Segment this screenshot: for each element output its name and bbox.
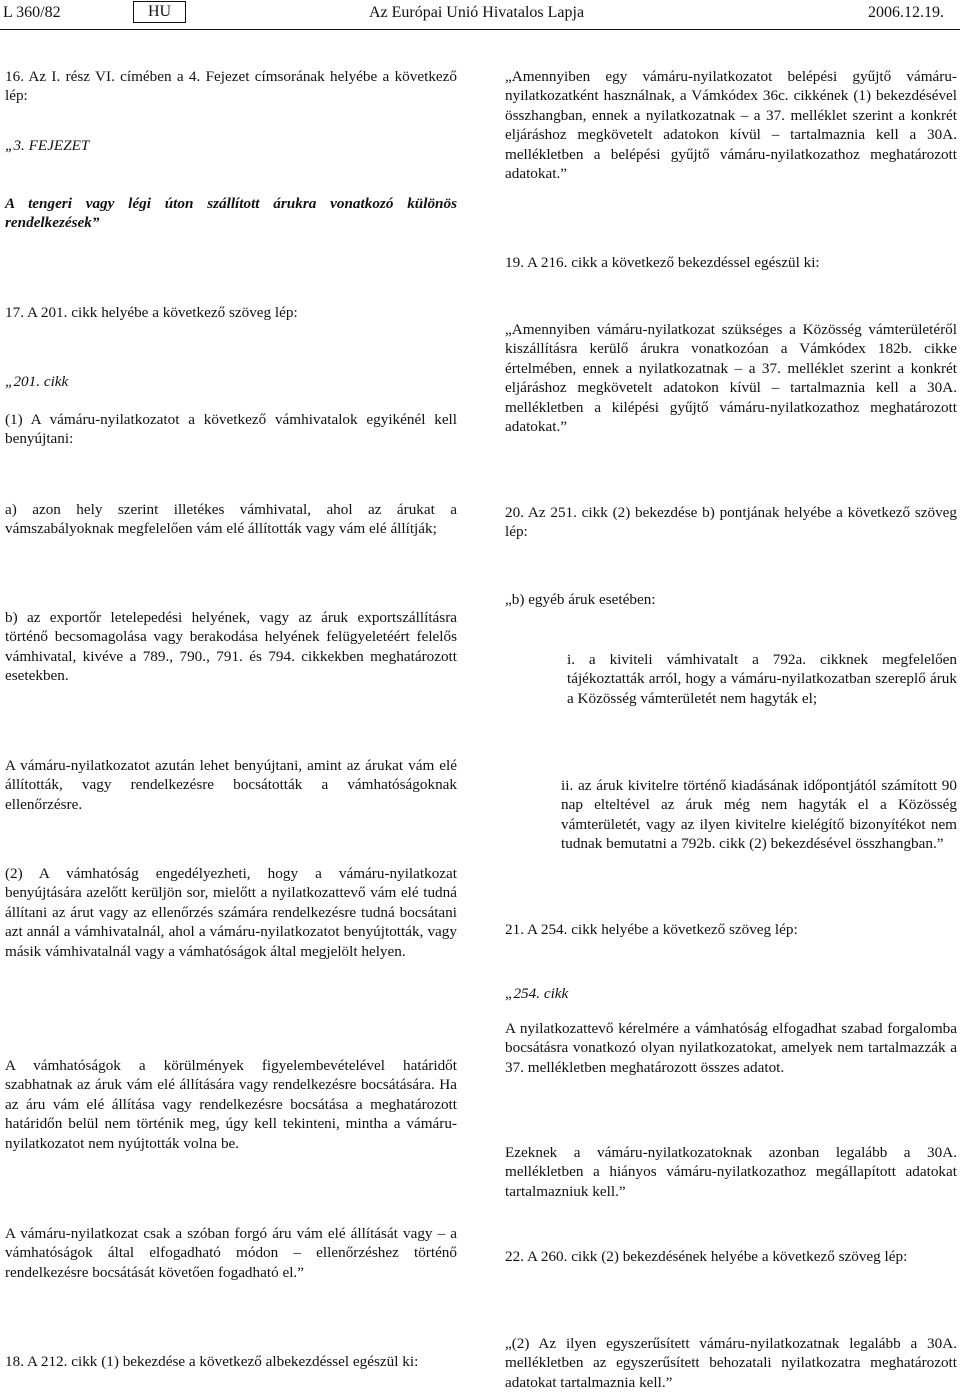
article-201-heading: „201. cikk [5, 373, 69, 390]
chapter-heading: „3. FEJEZET [5, 137, 90, 154]
page-header [0, 0, 960, 30]
chapter-title: A tengeri vagy légi úton szállított árukra vonatkozó különös rendelkezések” [5, 195, 457, 232]
article-254-text2: Ezeknek a vámáru-nyilatkozatoknak azonban legalább a 30A. mellékletben a hiányos vámáru-nyilatkozathoz megállapított adatokat tartalmazniuk kell.” [505, 1144, 957, 1200]
quote-216-paragraph: „Amennyiben vámáru-nyilatkozat szükséges a Közösség vámterületéről kiszállításra kerülő árukra vonatkozóan a Vámkódex 182b. cikke értelmében, ennek a nyilatkozatnak – a 37. melléklet szerint a konkrét eljáráshoz megkövetelt adatokon kívül – tartalmaznia kell a 30A. mellékletben a kilépési gyűjtő vámáru-nyilatkozathoz meghatározott adatokat.” [505, 321, 957, 436]
journal-title: Az Európai Unió Hivatalos Lapja [369, 4, 585, 21]
article-254-text1: A nyilatkozattevő kérelmére a vámhatóság elfogadhat szabad forgalomba bocsátásra vonatkozó olyan nyilatkozatokat, amelyek nem tartalmazzák a 37. mellékletben meghatározott összes adatot. [505, 1020, 957, 1076]
article-254-heading: „254. cikk [505, 985, 569, 1002]
item-22-intro: 22. A 260. cikk (2) bekezdésének helyébe a következő szöveg lép: [505, 1248, 908, 1265]
item-16-intro: 16. Az I. rész VI. címében a 4. Fejezet címsorának helyébe a következő lép: [5, 68, 457, 105]
quote-212-subparagraph: „Amennyiben egy vámáru-nyilatkozatot belépési gyűjtő vámáru-nyilatkozatként használnak, a Vámkódex 36c. cikkének (1) bekezdésével összhangban, ennek a nyilatkozatnak – a 37. melléklet szerint a konkrét eljáráshoz megkövetelt adatokon kívül – tartalmaznia kell a 30A. mellékletben a belépési gyűjtő vámáru-nyilatkozathoz meghatározott adatokat.” [505, 68, 957, 183]
article-201-text1: A vámáru-nyilatkozatot azután lehet benyújtani, amint az árukat vám elé állították, vagy rendelkezésre bocsátották a vámhatóságoknak ellenőrzésre. [5, 757, 457, 813]
item-20-point-i: i. a kiviteli vámhivatalt a 792a. cikknek megfelelően tájékoztatták arról, hogy a vámáru-nyilatkozatban szereplő áruk a Közösség vámterületét nem hagyták el; [567, 651, 957, 707]
page-reference: L 360/82 [3, 4, 61, 21]
item-17-intro: 17. A 201. cikk helyébe a következő szöveg lép: [5, 304, 298, 321]
item-19-intro: 19. A 216. cikk a következő bekezdéssel egészül ki: [505, 254, 820, 271]
article-260-paragraph: „(2) Az ilyen egyszerűsített vámáru-nyilatkozatnak legalább a 30A. mellékletben az egyszerűsített behozatali nyilatkozatra meghatározott adatokat tartalmaznia kell.” [505, 1335, 957, 1391]
item-21-intro: 21. A 254. cikk helyébe a következő szöveg lép: [505, 921, 798, 938]
item-20-point-b: „b) egyéb áruk esetében: [505, 591, 656, 608]
article-201-par1: (1) A vámáru-nyilatkozatot a következő vámhivatalok egyikénél kell benyújtani: [5, 411, 457, 448]
language-badge: HU [133, 1, 186, 23]
item-18-intro: 18. A 212. cikk (1) bekezdése a következő albekezdéssel egészül ki: [5, 1353, 419, 1370]
item-20-point-ii: ii. az áruk kivitelre történő kiadásának időpontjától számított 90 nap elteltével az áruk még nem hagyták el a Közösség vámterületét, vagy az ilyen kivitelre kielégítő bizonyítékot nem tudnak bemutatni a 792b. cikk (2) bekezdésével összhangban.” [561, 777, 957, 853]
article-201-point-b: b) az exportőr letelepedési helyének, vagy az áruk exportszállításra történő becsomagolása vagy berakodása helyének felügyeletéért felelős vámhivatal, kivéve a 789., 790., 791. és 794. cikkekben meghatározott esetekben. [5, 609, 457, 685]
article-201-par2: (2) A vámhatóság engedélyezheti, hogy a vámáru-nyilatkozat benyújtására azelőtt kerüljön sor, mielőtt a nyilatkozattevő vám elé tudná állítani az árut vagy az ellenőrzés számára rendelkezésre tudná bocsátani azt annál a vámhivatalnál, ahol a vámáru-nyilatkozatot benyújtották, vagy másik vámhivatalnál vagy a vámhatóságok által megjelölt helyen. [5, 865, 457, 960]
article-201-text3: A vámáru-nyilatkozat csak a szóban forgó áru vám elé állítását vagy – a vámhatóságok által elfogadható módon – ellenőrzéshez történő rendelkezésre bocsátását követően fogadható el.” [5, 1225, 457, 1281]
header-rule [0, 29, 960, 30]
publication-date: 2006.12.19. [868, 4, 944, 21]
article-201-point-a: a) azon hely szerint illetékes vámhivatal, ahol az árukat a vámszabályoknak megfelelően vám elé állították vagy vám elé állítják; [5, 501, 457, 538]
article-201-text2: A vámhatóságok a körülmények figyelembevételével határidőt szabhatnak az áruk vám elé állítására vagy rendelkezésre bocsátására. Ha az áru vám elé állítása vagy rendelkezésre bocsátása a meghatározott határidőn belül nem történik meg, úgy kell tekinteni, mintha a vámáru-nyilatkozatot nem nyújtották volna be. [5, 1057, 457, 1152]
item-20-intro: 20. Az 251. cikk (2) bekezdése b) pontjának helyébe a következő szöveg lép: [505, 504, 957, 541]
